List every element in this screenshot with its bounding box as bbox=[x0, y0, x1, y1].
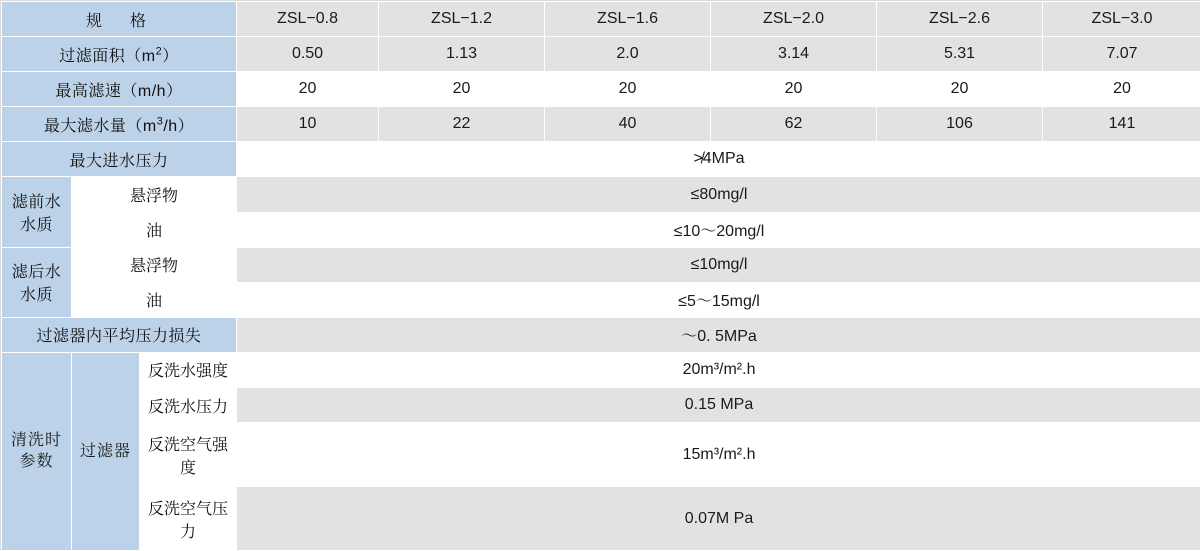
row-label-max-water-volume-tail: /h） bbox=[163, 118, 194, 135]
row-max-inlet-pressure bbox=[2, 142, 1200, 177]
row-backwash-air-pressure bbox=[2, 487, 1200, 551]
sublabel-backwash-water-intensity: 反洗水强度 bbox=[140, 352, 237, 387]
row-label-cleaning-parameters: 清洗时参数 bbox=[2, 352, 72, 550]
row-label-max-water-volume-sup: 3 bbox=[157, 116, 164, 128]
backwash-water-pressure-value: 0.15 MPa bbox=[237, 388, 1200, 423]
row-post-filter-suspended bbox=[2, 247, 1200, 282]
backwash-water-intensity-value: 20m³/m².h bbox=[237, 352, 1200, 387]
sublabel-pre-filter-suspended: 悬浮物 bbox=[72, 177, 237, 212]
row-label-cleaning-filter: 过滤器 bbox=[72, 352, 140, 550]
row-filter-area bbox=[2, 37, 1200, 72]
row-backwash-water-intensity bbox=[2, 352, 1200, 387]
sublabel-pre-filter-oil: 油 bbox=[72, 212, 237, 247]
row-backwash-air-intensity bbox=[2, 423, 1200, 487]
row-label-max-inlet-pressure: 最大进水压力 bbox=[2, 142, 237, 177]
max-water-volume-value-5: 106 bbox=[877, 107, 1043, 142]
filter-area-value-6: 7.07 bbox=[1043, 37, 1200, 72]
row-label-max-filter-speed: 最高滤速（m/h） bbox=[2, 72, 237, 107]
max-water-volume-value-4: 62 bbox=[711, 107, 877, 142]
average-pressure-loss-value: ～0. 5MPa bbox=[237, 317, 1200, 352]
max-water-volume-value-6: 141 bbox=[1043, 107, 1200, 142]
max-water-volume-value-2: 22 bbox=[379, 107, 545, 142]
model-cell-6: ZSL−3.0 bbox=[1043, 2, 1200, 37]
row-label-filter-area-tail: ） bbox=[162, 48, 179, 65]
row-label-average-pressure-loss: 过滤器内平均压力损失 bbox=[2, 317, 237, 352]
sublabel-post-filter-suspended: 悬浮物 bbox=[72, 247, 237, 282]
model-cell-5: ZSL−2.6 bbox=[877, 2, 1043, 37]
row-pre-filter-oil bbox=[2, 212, 1200, 247]
model-cell-3: ZSL−1.6 bbox=[545, 2, 711, 37]
row-pre-filter-suspended bbox=[2, 177, 1200, 212]
sublabel-backwash-water-pressure: 反洗水压力 bbox=[140, 388, 237, 423]
specification-table bbox=[1, 1, 1200, 551]
model-cell-4: ZSL−2.0 bbox=[711, 2, 877, 37]
sublabel-post-filter-oil: 油 bbox=[72, 282, 237, 317]
filter-area-value-2: 1.13 bbox=[379, 37, 545, 72]
sublabel-backwash-air-pressure: 反洗空气压力 bbox=[140, 487, 237, 551]
row-label-max-water-volume-text: 最大滤水量（m bbox=[44, 118, 157, 135]
max-filter-speed-value-3: 20 bbox=[545, 72, 711, 107]
max-inlet-pressure-value: ≯4MPa bbox=[237, 142, 1200, 177]
row-label-filter-area bbox=[2, 37, 237, 72]
max-filter-speed-value-6: 20 bbox=[1043, 72, 1200, 107]
filter-area-value-4: 3.14 bbox=[711, 37, 877, 72]
filter-area-value-1: 0.50 bbox=[237, 37, 379, 72]
backwash-air-pressure-value: 0.07M Pa bbox=[237, 487, 1200, 551]
row-label-pre-filter-quality: 滤前水水质 bbox=[2, 177, 72, 247]
header-row-label-text: 规 格 bbox=[86, 13, 152, 30]
pre-filter-suspended-value: ≤80mg/l bbox=[237, 177, 1200, 212]
max-filter-speed-value-5: 20 bbox=[877, 72, 1043, 107]
row-label-max-water-volume bbox=[2, 107, 237, 142]
row-post-filter-oil bbox=[2, 282, 1200, 317]
max-filter-speed-value-4: 20 bbox=[711, 72, 877, 107]
sublabel-backwash-air-intensity: 反洗空气强度 bbox=[140, 423, 237, 487]
filter-area-value-3: 2.0 bbox=[545, 37, 711, 72]
max-filter-speed-value-2: 20 bbox=[379, 72, 545, 107]
model-cell-1: ZSL−0.8 bbox=[237, 2, 379, 37]
row-max-water-volume bbox=[2, 107, 1200, 142]
row-label-filter-area-text: 过滤面积（m bbox=[59, 48, 155, 65]
row-backwash-water-pressure bbox=[2, 388, 1200, 423]
pre-filter-oil-value: ≤10～20mg/l bbox=[237, 212, 1200, 247]
max-filter-speed-value-1: 20 bbox=[237, 72, 379, 107]
max-water-volume-value-3: 40 bbox=[545, 107, 711, 142]
table-header-row bbox=[2, 2, 1200, 37]
row-max-filter-speed bbox=[2, 72, 1200, 107]
header-row-label bbox=[2, 2, 237, 37]
row-label-filter-area-sup: 2 bbox=[156, 45, 163, 57]
row-label-post-filter-quality: 滤后水水质 bbox=[2, 247, 72, 317]
filter-area-value-5: 5.31 bbox=[877, 37, 1043, 72]
post-filter-suspended-value: ≤10mg/l bbox=[237, 247, 1200, 282]
model-cell-2: ZSL−1.2 bbox=[379, 2, 545, 37]
max-water-volume-value-1: 10 bbox=[237, 107, 379, 142]
backwash-air-intensity-value: 15m³/m².h bbox=[237, 423, 1200, 487]
row-average-pressure-loss bbox=[2, 317, 1200, 352]
post-filter-oil-value: ≤5～15mg/l bbox=[237, 282, 1200, 317]
